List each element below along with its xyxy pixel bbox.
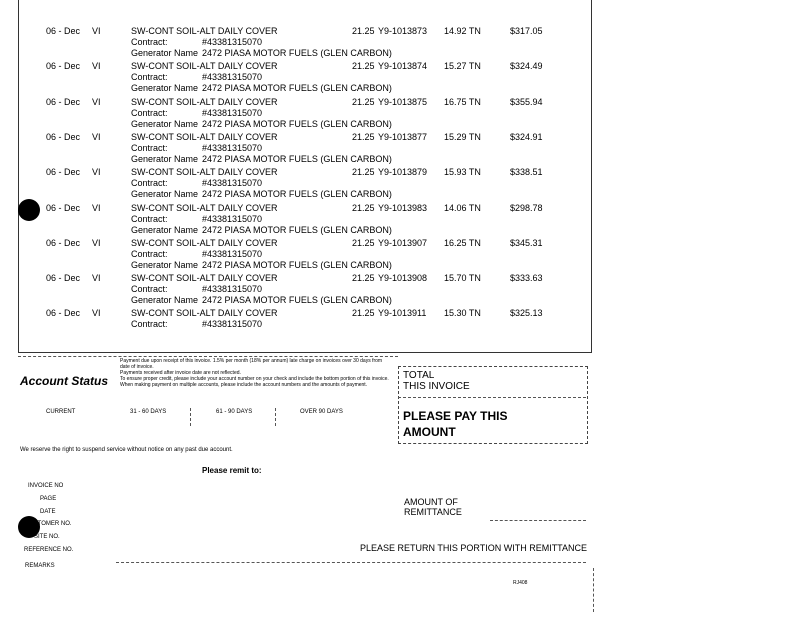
remarks-label: REMARKS [25, 563, 55, 569]
line-item [0, 212, 600, 270]
line-item [0, 0, 600, 58]
line-item [0, 247, 600, 306]
aging-61-90-label: 61 - 90 DAYS [216, 409, 253, 415]
item-generator: 2472 PIASA MOTOR FUELS (GLEN CARBON) [202, 189, 392, 200]
item-description: SW-CONT SOIL-ALT DAILY COVER [131, 308, 278, 319]
aging-over-90-label: OVER 90 DAYS [300, 409, 343, 415]
item-code: VI [92, 131, 101, 142]
divider [275, 408, 276, 426]
line-item [0, 141, 600, 200]
line-item [0, 177, 600, 235]
item-rate: 21.25 [352, 96, 375, 107]
item-quantity: 15.27 TN [444, 61, 481, 72]
item-generator: 2472 PIASA MOTOR FUELS (GLEN CARBON) [202, 153, 392, 164]
item-code: VI [92, 61, 101, 72]
reference-no-label: REFERENCE NO. [24, 547, 74, 553]
item-generator-label: Generator Name [131, 224, 199, 235]
item-code: VI [92, 308, 101, 319]
item-contract: #43381315070 [202, 37, 263, 47]
remit-to-label: Please remit to: [202, 466, 262, 475]
item-date: 06 - Dec [46, 167, 81, 178]
item-code: VI [92, 26, 101, 36]
total-this-invoice-label [403, 370, 470, 392]
item-rate: 21.25 [352, 61, 375, 72]
total-label: TOTAL [403, 370, 435, 381]
item-generator-label: Generator Name [131, 153, 199, 164]
item-generator-label: Generator Name [131, 83, 199, 94]
item-description: SW-CONT SOIL-ALT DAILY COVER [131, 131, 278, 142]
item-contract: #43381315070 [202, 248, 263, 259]
item-quantity: 14.92 TN [444, 26, 481, 36]
item-contract-label: Contract: [131, 72, 168, 83]
item-contract-label: Contract: [131, 107, 168, 118]
item-ticket: Y9-1013983 [378, 202, 428, 213]
date-label: DATE [40, 509, 56, 515]
footer-code: RJ408 [513, 580, 528, 586]
item-amount: $355.94 [510, 96, 543, 107]
item-code: VI [92, 273, 101, 284]
item-generator-label: Generator Name [131, 48, 199, 58]
item-code: VI [92, 202, 101, 213]
item-contract: #43381315070 [202, 213, 263, 224]
item-quantity: 15.30 TN [444, 308, 481, 319]
item-quantity: 15.70 TN [444, 273, 481, 284]
item-ticket: Y9-1013875 [378, 96, 428, 107]
item-date: 06 - Dec [46, 237, 81, 248]
item-date: 06 - Dec [46, 273, 81, 284]
item-contract-label: Contract: [131, 248, 168, 259]
line-item [0, 106, 600, 164]
item-amount: $324.91 [510, 131, 543, 142]
item-quantity: 15.29 TN [444, 131, 481, 142]
item-contract-label: Contract: [131, 319, 168, 330]
please-pay-line-1: PLEASE PAY THIS [403, 409, 508, 423]
item-date: 06 - Dec [46, 131, 81, 142]
line-item [0, 35, 600, 94]
item-date: 06 - Dec [46, 96, 81, 107]
item-code: VI [92, 167, 101, 178]
item-date: 06 - Dec [46, 308, 81, 319]
line-item [0, 282, 600, 330]
item-rate: 21.25 [352, 167, 375, 178]
item-amount: $345.31 [510, 237, 543, 248]
item-ticket: Y9-1013908 [378, 273, 428, 284]
divider [190, 408, 191, 426]
item-contract: #43381315070 [202, 319, 263, 330]
item-ticket: Y9-1013879 [378, 167, 428, 178]
item-amount: $333.63 [510, 273, 543, 284]
item-rate: 21.25 [352, 26, 375, 36]
customer-no-label: CUSTOMER NO. [25, 521, 72, 527]
item-rate: 21.25 [352, 273, 375, 284]
line-item [0, 71, 600, 129]
divider [593, 568, 594, 612]
item-generator: 2472 PIASA MOTOR FUELS (GLEN CARBON) [202, 259, 392, 270]
item-rate: 21.25 [352, 308, 375, 319]
item-description: SW-CONT SOIL-ALT DAILY COVER [131, 273, 278, 284]
invoice-no-label: INVOICE NO [28, 483, 64, 489]
amount-of-line-1: AMOUNT OF [404, 497, 458, 507]
item-amount: $317.05 [510, 26, 543, 36]
item-amount: $338.51 [510, 167, 543, 178]
item-ticket: Y9-1013873 [378, 26, 428, 36]
item-code: VI [92, 237, 101, 248]
item-date: 06 - Dec [46, 26, 81, 36]
page-label: PAGE [40, 496, 57, 502]
item-ticket: Y9-1013874 [378, 61, 428, 72]
item-contract-label: Contract: [131, 178, 168, 189]
item-description: SW-CONT SOIL-ALT DAILY COVER [131, 202, 278, 213]
item-description: SW-CONT SOIL-ALT DAILY COVER [131, 26, 278, 36]
item-rate: 21.25 [352, 131, 375, 142]
item-description: SW-CONT SOIL-ALT DAILY COVER [131, 167, 278, 178]
return-portion-notice: PLEASE RETURN THIS PORTION WITH REMITTANCE [360, 543, 588, 553]
item-generator: 2472 PIASA MOTOR FUELS (GLEN CARBON) [202, 118, 392, 129]
item-description: SW-CONT SOIL-ALT DAILY COVER [131, 61, 278, 72]
item-date: 06 - Dec [46, 61, 81, 72]
item-contract: #43381315070 [202, 142, 263, 153]
item-ticket: Y9-1013907 [378, 237, 428, 248]
site-no-label: SITE NO. [34, 534, 60, 540]
divider [116, 562, 586, 563]
item-quantity: 16.75 TN [444, 96, 481, 107]
item-code: VI [92, 96, 101, 107]
item-contract: #43381315070 [202, 178, 263, 189]
item-generator: 2472 PIASA MOTOR FUELS (GLEN CARBON) [202, 295, 392, 306]
item-generator-label: Generator Name [131, 295, 199, 306]
item-ticket: Y9-1013911 [378, 308, 427, 319]
punch-hole-icon [18, 199, 40, 221]
item-contract-label: Contract: [131, 142, 168, 153]
item-rate: 21.25 [352, 202, 375, 213]
please-pay-label [403, 408, 507, 440]
item-amount: $298.78 [510, 202, 543, 213]
amount-of-remittance-label [404, 497, 462, 517]
please-pay-line-2: AMOUNT [403, 425, 456, 439]
item-ticket: Y9-1013877 [378, 131, 428, 142]
item-rate: 21.25 [352, 237, 375, 248]
service-reserve-notice: We reserve the right to suspend service without notice on any past due account. [20, 447, 233, 453]
account-status-title: Account Status [20, 374, 109, 388]
item-date: 06 - Dec [46, 202, 81, 213]
item-generator: 2472 PIASA MOTOR FUELS (GLEN CARBON) [202, 48, 392, 58]
item-contract: #43381315070 [202, 284, 263, 295]
aging-31-60-label: 31 - 60 DAYS [130, 409, 167, 415]
terms-line-3: To ensure proper credit, please include your account number on your check and include the bottom portion of this invoice. When making payment on multiple accounts, please include the account numbers and the amounts of payment. [120, 376, 389, 388]
item-contract-label: Contract: [131, 37, 168, 47]
item-quantity: 14.06 TN [444, 202, 481, 213]
item-description: SW-CONT SOIL-ALT DAILY COVER [131, 96, 278, 107]
item-description: SW-CONT SOIL-ALT DAILY COVER [131, 237, 278, 248]
item-generator-label: Generator Name [131, 259, 199, 270]
item-quantity: 16.25 TN [444, 237, 481, 248]
item-quantity: 15.93 TN [444, 167, 481, 178]
aging-current-label: CURRENT [46, 409, 76, 415]
item-generator: 2472 PIASA MOTOR FUELS (GLEN CARBON) [202, 224, 392, 235]
item-contract-label: Contract: [131, 284, 168, 295]
divider [398, 397, 586, 398]
terms-line-2: Payments received after invoice date are not reflected. [120, 370, 241, 376]
amount-of-line-2: REMITTANCE [404, 507, 462, 517]
item-amount: $324.49 [510, 61, 543, 72]
item-contract: #43381315070 [202, 72, 263, 83]
item-generator-label: Generator Name [131, 118, 199, 129]
item-contract: #43381315070 [202, 107, 263, 118]
divider [18, 356, 398, 357]
line-items-list [0, 0, 600, 352]
item-generator: 2472 PIASA MOTOR FUELS (GLEN CARBON) [202, 83, 392, 94]
item-amount: $325.13 [510, 308, 543, 319]
payment-terms [120, 358, 392, 388]
terms-line-1: Payment due upon receipt of this invoice. 1.5% per month (18% per annum) late charge on invoices over 30 days from date of invoice. [120, 358, 383, 370]
item-contract-label: Contract: [131, 213, 168, 224]
item-generator-label: Generator Name [131, 189, 199, 200]
divider [490, 520, 586, 521]
this-invoice-label: THIS INVOICE [403, 381, 470, 392]
